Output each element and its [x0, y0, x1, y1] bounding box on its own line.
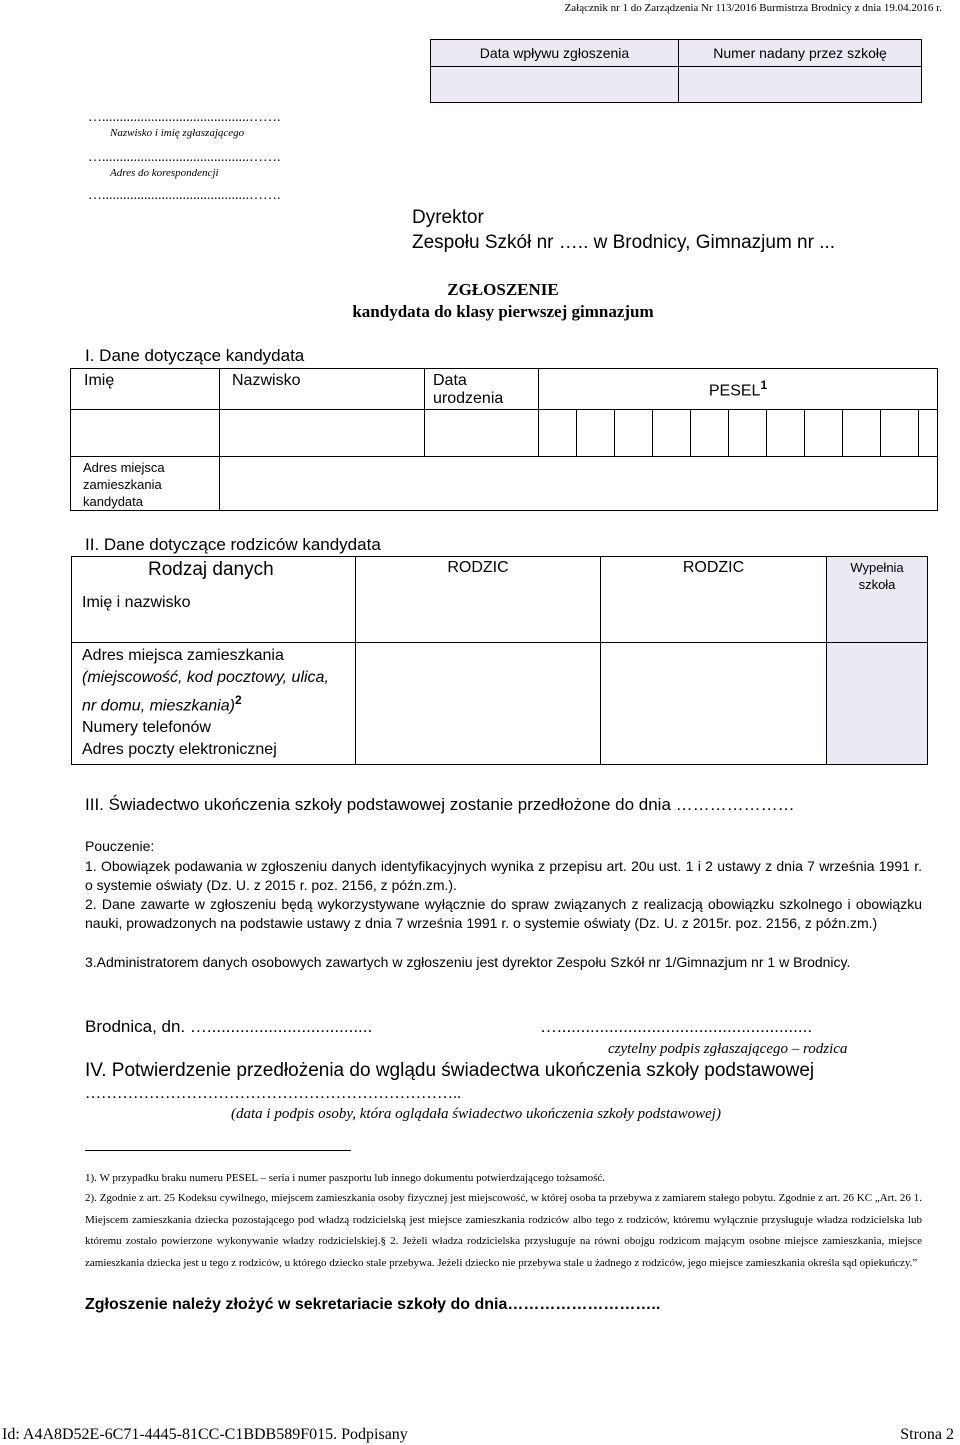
- applicant-name-dots[interactable]: …..........................................…….: [88, 110, 281, 125]
- annex-header: Załącznik nr 1 do Zarządzenia Nr 113/2016 Burmistrza Brodnicy z dnia 19.04.2016 r.: [564, 2, 942, 14]
- row-address-italic-2-wrap: [82, 689, 355, 717]
- last-name-header: Nazwisko: [220, 369, 425, 410]
- school-fill-header-line2: szkoła: [858, 577, 896, 592]
- parent-2-details-field[interactable]: [601, 643, 827, 765]
- last-name-field[interactable]: [220, 410, 425, 457]
- pesel-digit-cell[interactable]: [881, 410, 919, 457]
- school-fill-field: [827, 643, 928, 765]
- candidate-address-label-line2: zamieszkania: [83, 477, 162, 492]
- parent-1-header-cell[interactable]: [356, 557, 601, 643]
- parent-2-header-cell[interactable]: [601, 557, 827, 643]
- form-title: ZGŁOSZENIE: [447, 280, 559, 299]
- pesel-digit-cell[interactable]: [729, 410, 767, 457]
- parents-table: [71, 556, 928, 765]
- applicant-extra-dots[interactable]: …..........................................…….: [88, 188, 281, 203]
- parent-1-header: RODZIC: [447, 559, 509, 576]
- data-type-header: Rodzaj danych: [148, 559, 274, 580]
- school-fill-header: [827, 557, 928, 643]
- address-footnote-mark: 2: [234, 693, 242, 707]
- footnote-separator: [85, 1150, 351, 1151]
- school-use-box: [430, 39, 922, 103]
- pesel-footnote-mark: 1: [760, 377, 768, 392]
- submission-deadline: Zgłoszenie należy złożyć w sekretariacie szkoły do dnia………………………..: [85, 1296, 661, 1313]
- form-subtitle: kandydata do klasy pierwszej gimnazjum: [352, 302, 654, 321]
- birth-date-field[interactable]: [425, 410, 539, 457]
- section-4-heading: IV. Potwierdzenie przedłożenia do wglądu świadectwa ukończenia szkoły podstawowej: [85, 1060, 815, 1081]
- recipient-school: Zespołu Szkół nr ….. w Brodnicy, Gimnazjum nr ...: [412, 232, 836, 253]
- school-number-header: Numer nadany przez szkołę: [679, 40, 922, 67]
- birth-date-header-line2: urodzenia: [433, 390, 504, 407]
- pesel-label: PESEL: [708, 382, 761, 400]
- candidate-address-label-line1: Adres miejsca: [83, 460, 165, 475]
- parent-details-labels: [72, 643, 356, 765]
- pesel-digit-cell[interactable]: [805, 410, 843, 457]
- school-number-field[interactable]: [679, 67, 922, 103]
- pesel-digit-cell[interactable]: [919, 410, 938, 457]
- pesel-digit-cell[interactable]: [767, 410, 805, 457]
- instructions-heading: Pouczenie:: [85, 838, 155, 854]
- pesel-digit-cell[interactable]: [843, 410, 881, 457]
- row-email-label: Adres poczty elektronicznej: [82, 741, 277, 759]
- first-name-header: Imię: [71, 369, 220, 410]
- applicant-address-dots[interactable]: …..........................................…….: [88, 150, 281, 165]
- instruction-item-2: 2. Dane zawarte w zgłoszeniu będą wykorzystywane wyłącznie do spraw związanych z realizacją obowiązku szkolnego i obowiązku nauki, prowadzonych na podstawie ustawy z dnia 7 września 1991 r. o systemie oświaty (Dz. U. z 2015r. poz. 2156, z późn.zm.): [85, 896, 922, 931]
- data-type-header-cell: [72, 557, 356, 643]
- received-date-header: Data wpływu zgłoszenia: [431, 40, 679, 67]
- row-phones-label: Numery telefonów: [82, 719, 211, 737]
- row-address-italic-1: (miejscowość, kod pocztowy, ulica,: [82, 669, 329, 686]
- instruction-item-1: 1. Obowiązek podawania w zgłoszeniu danych identyfikacyjnych wynika z przepisu art. 20u ust. 1 i 2 ustawy z dnia 7 września 1991 r. o systemie oświaty (Dz. U. z 2015 r. poz. 2156, z późn.zm.).: [85, 858, 922, 893]
- page-number: Strona 2: [900, 1426, 954, 1443]
- row-address-label: Adres miejsca zamieszkania: [82, 647, 284, 664]
- signature-label: czytelny podpis zgłaszającego – rodzica: [608, 1041, 848, 1057]
- pesel-digit-cell[interactable]: [539, 410, 577, 457]
- place-date-field[interactable]: Brodnica, dn. …...................................: [85, 1017, 373, 1036]
- parent-2-header: RODZIC: [682, 559, 745, 576]
- candidate-address-label-line3: kandydata: [83, 494, 143, 509]
- section-4-label: (data i podpis osoby, która oglądała świadectwo ukończenia szkoły podstawowej): [231, 1106, 721, 1122]
- section-3-text: III. Świadectwo ukończenia szkoły podstawowej zostanie przedłożone do dnia …………………: [85, 795, 795, 814]
- pesel-digit-cell[interactable]: [577, 410, 615, 457]
- candidate-address-field[interactable]: [220, 457, 938, 511]
- birth-date-header: [425, 369, 539, 410]
- birth-date-header-line1: Data: [433, 372, 467, 389]
- footnote-2: 2). Zgodnie z art. 25 Kodeksu cywilnego, miejscem zamieszkania osoby fizycznej jest miejscowość, w której osoba ta przebywa z zamiarem stałego pobytu. Zgodnie z art. 26 KC „Art. 26 1. Miejscem zamieszkania dziecka pozostającego pod władzą rodzicielską jest miejsce zamieszkania rodziców albo tego z rodziców, któremu wyłącznie przysługuje władza rodzicielska lub któremu zostało powierzone wykonywanie władzy rodzicielskiej.§ 2. Jeżeli władza rodzicielska przysługuje na równi obojgu rodzicom mającym osobne miejsce zamieszkania, miejsce zamieszkania dziecka jest u tego z rodziców, u którego dziecko stale przebywa. Jeżeli dziecko nie przebywa stale u żadnego z rodziców, jego miejsce zamieszkania określa sąd opiekuńczy.”: [85, 1192, 922, 1269]
- candidate-address-label: [71, 457, 220, 511]
- pesel-digit-cell[interactable]: [615, 410, 653, 457]
- applicant-address-label: Adres do korespondencji: [110, 167, 219, 179]
- school-fill-header-line1: Wypełnia: [850, 560, 904, 575]
- recipient-title: Dyrektor: [412, 207, 484, 228]
- document-id: Id: A4A8D52E-6C71-4445-81CC-C1BDB589F015. Podpisany: [2, 1426, 408, 1443]
- section-1-heading: I. Dane dotyczące kandydata: [85, 346, 305, 365]
- received-date-field[interactable]: [431, 67, 679, 103]
- pesel-header: [539, 369, 938, 410]
- section-4-dots[interactable]: ……………………………………………………………..: [85, 1085, 461, 1102]
- pesel-digit-cell[interactable]: [691, 410, 729, 457]
- instruction-item-3: 3.Administratorem danych osobowych zawartych w zgłoszeniu jest dyrektor Zespołu Szkół nr 1/Gimnazjum nr 1 w Brodnicy.: [85, 954, 851, 970]
- first-name-field[interactable]: [71, 410, 220, 457]
- pesel-digit-cell[interactable]: [653, 410, 691, 457]
- row-name-label: Imię i nazwisko: [82, 594, 191, 611]
- applicant-name-label: Nazwisko i imię zgłaszającego: [110, 127, 245, 139]
- row-address-italic-2: nr domu, mieszkania): [82, 697, 235, 715]
- candidate-table: [70, 368, 938, 511]
- parent-1-details-field[interactable]: [356, 643, 601, 765]
- section-2-heading: II. Dane dotyczące rodziców kandydata: [85, 535, 381, 554]
- footnote-1: 1). W przypadku braku numeru PESEL – seria i numer paszportu lub innego dokumentu potwierdzającego tożsamość.: [85, 1172, 606, 1184]
- signature-dots[interactable]: …......................................................: [540, 1017, 813, 1036]
